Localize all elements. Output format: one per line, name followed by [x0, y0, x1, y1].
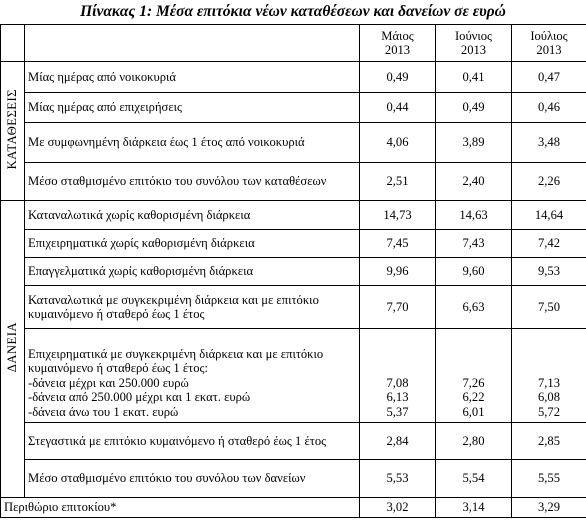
table-row [1, 230, 586, 258]
table-row [1, 201, 586, 230]
row-label: Μίας ημέρας από επιχειρήσεις [25, 93, 360, 123]
cell-value: 7,50 [512, 286, 586, 329]
cell-value: 0,44 [360, 93, 436, 123]
cell-value: 3,48 [512, 123, 586, 163]
margin-label: Περιθώριο επιτοκίου* [1, 498, 360, 518]
margin-row [1, 498, 586, 518]
cell-value: 7,43 [436, 230, 512, 258]
cell-value: 9,96 [360, 258, 436, 286]
row-label-business [25, 329, 360, 423]
row-label: Μέσο σταθμισμένο επιτόκιο του συνόλου των δανείων [25, 460, 360, 498]
cell-value: 14,64 [512, 201, 586, 230]
cell-value: 2,84 [360, 423, 436, 460]
table-row [1, 163, 586, 201]
cell-value: 3,89 [436, 123, 512, 163]
sub-row-label: -δάνεια από 250.000 μέχρι και 1 εκατ. ευρώ [28, 390, 251, 404]
cell-value: 2,26 [512, 163, 586, 201]
cell-value: 5,55 [512, 460, 586, 498]
cell-value: 0,41 [436, 62, 512, 93]
sub-row-label: -δάνεια άνω του 1 εκατ. ευρώ [28, 404, 179, 419]
cell-value: 5,53 [360, 460, 436, 498]
cell-value: 2,51 [360, 163, 436, 201]
cell-value: 6,63 [436, 286, 512, 329]
column-header-july: Ιούλιος 2013 [512, 25, 586, 62]
cell-value: 9,60 [436, 258, 512, 286]
cell-value: 14,73 [360, 201, 436, 230]
cell-value: 0,49 [360, 62, 436, 93]
row-label: Μέσο σταθμισμένο επιτόκιο του συνόλου των καταθέσεων [25, 163, 360, 201]
table-row [1, 258, 586, 286]
sub-row-label: -δάνεια μέχρι και 250.000 ευρώ [28, 375, 189, 390]
interest-rates-table [0, 24, 586, 518]
table-row [1, 286, 586, 329]
cell-values-july: 7,13 6,08 5,72 [512, 329, 586, 423]
column-header-may: Μάιος 2013 [360, 25, 436, 62]
table-row [1, 423, 586, 460]
column-header-june: Ιούνιος 2013 [436, 25, 512, 62]
cell-value: 9,53 [512, 258, 586, 286]
business-intro: Επιχειρηματικά με συγκεκριμένη διάρκεια και με επιτόκιο κυμαινόμενο ή σταθερό έως 1 έτος: [28, 346, 324, 375]
cell-value: 2,85 [512, 423, 586, 460]
row-label: Επαγγελματικά χωρίς καθορισμένη διάρκεια [25, 258, 360, 286]
cell-values-june: 7,26 6,22 6,01 [436, 329, 512, 423]
cell-value: 4,06 [360, 123, 436, 163]
cell-value: 7,42 [512, 230, 586, 258]
loans-group-label: ΔΑΝΕΙΑ [1, 201, 25, 498]
row-label: Με συμφωνημένη διάρκεια έως 1 έτος από νοικοκυριά [25, 123, 360, 163]
cell-values-may: 7,08 6,13 5,37 [360, 329, 436, 423]
cell-value: 2,80 [436, 423, 512, 460]
table-row-business-loans [1, 329, 586, 423]
cell-value: 3,02 [360, 498, 436, 518]
cell-value: 0,47 [512, 62, 586, 93]
deposits-group-label: ΚΑΤΑΘΕΣΕΙΣ [1, 62, 25, 201]
table-title: Πίνακας 1: Μέσα επιτόκια νέων καταθέσεων και δανείων σε ευρώ [80, 3, 506, 20]
table-row [1, 460, 586, 498]
header-row [1, 25, 586, 62]
cell-value: 3,29 [512, 498, 586, 518]
row-label: Καταναλωτικά με συγκεκριμένη διάρκεια και με επιτόκιο κυμαινόμενο ή σταθερό έως 1 έτος [25, 286, 360, 329]
cell-value: 3,14 [436, 498, 512, 518]
cell-value: 14,63 [436, 201, 512, 230]
cell-value: 0,49 [436, 93, 512, 123]
row-label: Μίας ημέρας από νοικοκυριά [25, 62, 360, 93]
cell-value: 2,40 [436, 163, 512, 201]
cell-value: 5,54 [436, 460, 512, 498]
header-corner-label [25, 25, 360, 62]
header-corner-group [1, 25, 25, 62]
table-row [1, 62, 586, 93]
table-row [1, 123, 586, 163]
cell-value: 0,46 [512, 93, 586, 123]
cell-value: 7,45 [360, 230, 436, 258]
cell-value: 7,70 [360, 286, 436, 329]
table-row [1, 93, 586, 123]
row-label: Στεγαστικά με επιτόκιο κυμαινόμενο ή σταθερό έως 1 έτος [25, 423, 360, 460]
row-label: Καταναλωτικά χωρίς καθορισμένη διάρκεια [25, 201, 360, 230]
row-label: Επιχειρηματικά χωρίς καθορισμένη διάρκεια [25, 230, 360, 258]
